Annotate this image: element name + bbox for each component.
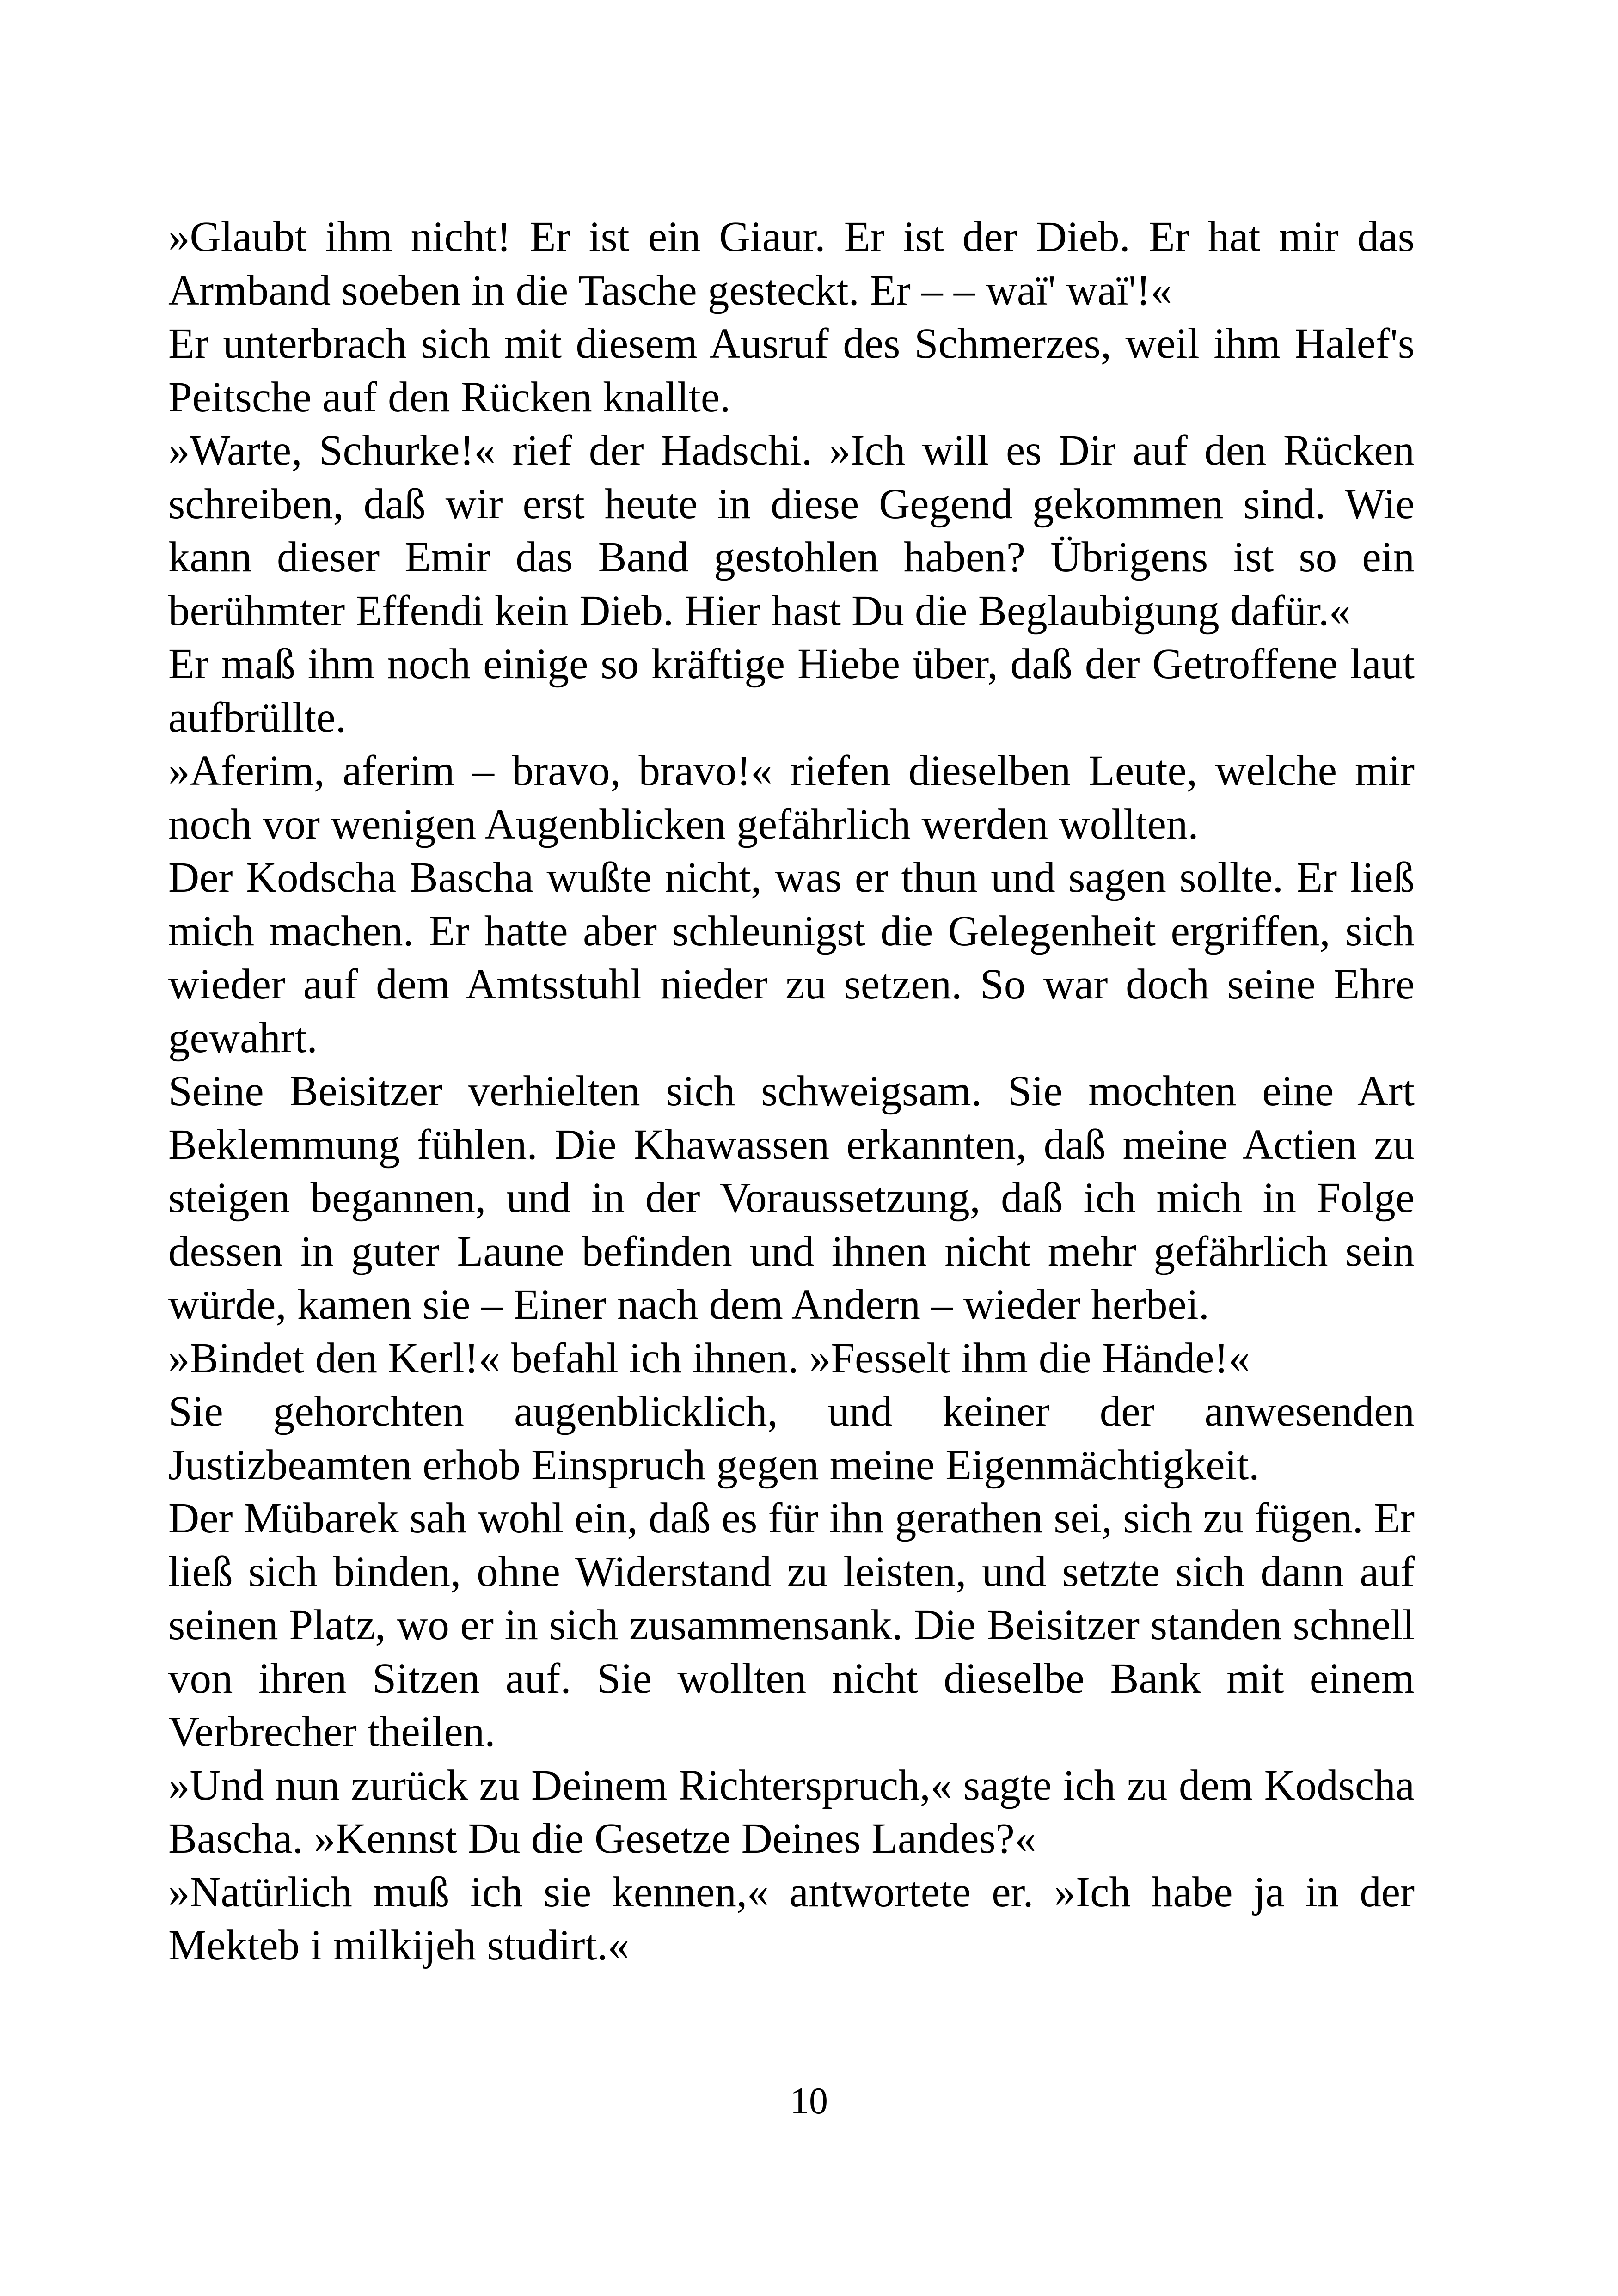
body-text: [168, 210, 1415, 1972]
paragraph-8: »Bindet den Kerl!« befahl ich ihnen. »Fesselt ihm die Hände!«: [168, 1334, 1250, 1382]
paragraph-4: Er maß ihm noch einige so kräftige Hiebe über, daß der Getroffene laut aufbrüllte.: [168, 640, 1415, 741]
page-number: 10: [790, 2080, 828, 2122]
paragraph-12: »Natürlich muß ich sie kennen,« antwortete er. »Ich habe ja in der Mekteb i milkijeh studirt.«: [168, 1868, 1415, 1969]
paragraph-9: Sie gehorchten augenblicklich, und keiner der anwesenden Justizbeamten erhob Einspruch gegen meine Eigenmächtigkeit.: [168, 1388, 1415, 1489]
paragraph-11: »Und nun zurück zu Deinem Richterspruch,« sagte ich zu dem Kodscha Bascha. »Kennst Du die Gesetze Deines Landes?«: [168, 1761, 1415, 1862]
paragraph-7: Seine Beisitzer verhielten sich schweigsam. Sie mochten eine Art Beklemmung fühlen. Die Khawassen erkannten, daß meine Actien zu steigen begannen, und in der Voraussetzung, daß ich mich in Folge dessen in guter Laune befinden und ihnen nicht mehr gefährlich sein würde, kamen sie – Einer nach dem Andern – wieder herbei.: [168, 1067, 1415, 1329]
paragraph-6: Der Kodscha Bascha wußte nicht, was er thun und sagen sollte. Er ließ mich machen. Er hatte aber schleunigst die Gelegenheit ergriffen, sich wieder auf dem Amtsstuhl nieder zu setzen. So war doch seine Ehre gewahrt.: [168, 854, 1415, 1062]
paragraph-1: »Glaubt ihm nicht! Er ist ein Giaur. Er ist der Dieb. Er hat mir das Armband soeben in die Tasche gesteckt. Er – – waï' waï'!«: [168, 213, 1415, 314]
paragraph-10: Der Mübarek sah wohl ein, daß es für ihn gerathen sei, sich zu fügen. Er ließ sich binden, ohne Widerstand zu leisten, und setzte sich dann auf seinen Platz, wo er in sich zusammensank. Die Beisitzer standen schnell von ihren Sitzen auf. Sie wollten nicht dieselbe Bank mit einem Verbrecher theilen.: [168, 1494, 1415, 1756]
paragraph-5: »Aferim, aferim – bravo, bravo!« riefen dieselben Leute, welche mir noch vor wenigen Augenblicken gefährlich werden wollten.: [168, 747, 1415, 848]
paragraph-3: »Warte, Schurke!« rief der Hadschi. »Ich will es Dir auf den Rücken schreiben, daß wir erst heute in diese Gegend gekommen sind. Wie kann dieser Emir das Band gestohlen haben? Übrigens ist so ein berühmter Effendi kein Dieb. Hier hast Du die Beglaubigung dafür.«: [168, 427, 1415, 635]
paragraph-2: Er unterbrach sich mit diesem Ausruf des Schmerzes, weil ihm Halef's Peitsche auf den Rücken knallte.: [168, 320, 1415, 421]
